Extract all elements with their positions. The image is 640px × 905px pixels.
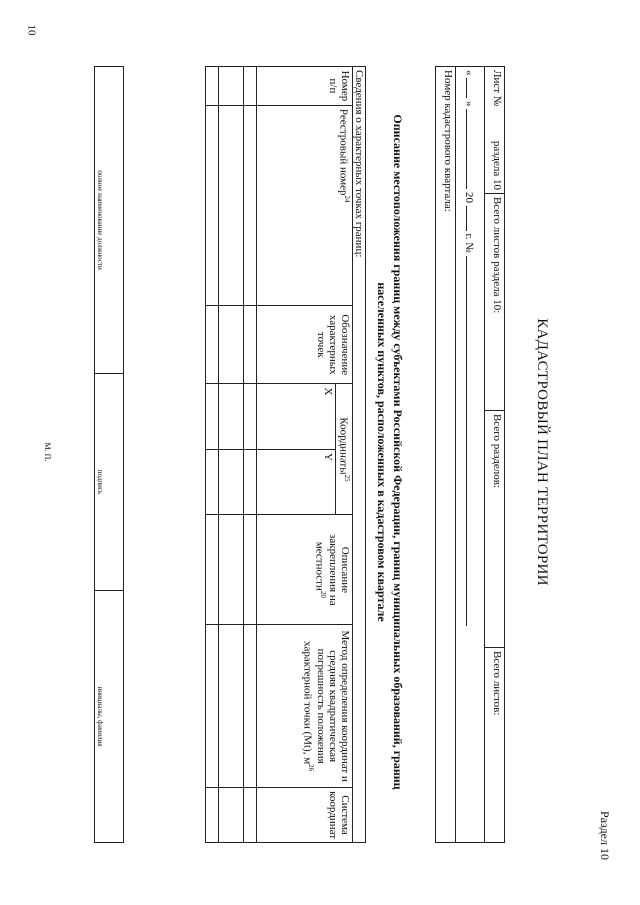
col-registry-footnote: 24 bbox=[343, 195, 351, 203]
col-fixing-label: Описание закрепления на местности bbox=[313, 534, 351, 606]
signature-name-cell bbox=[95, 591, 124, 843]
date-year: 20 bbox=[463, 192, 475, 203]
date-number-label: г. № bbox=[463, 233, 475, 253]
col-system-header: Система координат bbox=[257, 788, 353, 843]
col-registry-header bbox=[257, 105, 353, 305]
col-num-header: Номер п/п bbox=[257, 67, 353, 106]
points-table bbox=[205, 66, 366, 843]
col-x-header: X bbox=[257, 384, 336, 450]
col-coords-footnote: 25 bbox=[343, 474, 351, 482]
section-label: Раздел 10 bbox=[598, 811, 612, 860]
col-coords-label: Координаты bbox=[337, 417, 350, 475]
col-fixing-header bbox=[257, 515, 353, 625]
total-sheets-section-cell: Всего листов раздела 10: bbox=[485, 194, 505, 411]
date-cell bbox=[456, 67, 485, 843]
page-number: 10 bbox=[25, 24, 38, 36]
col-method-label: Метод определения координат и средняя квадратическая погрешность положения характерной точки (Mt), м bbox=[301, 630, 351, 782]
section-sheet-label: раздела 10 bbox=[491, 140, 503, 190]
total-sheets-cell: Всего листов: bbox=[485, 648, 505, 843]
table-row bbox=[219, 67, 244, 843]
signature-sign-label: подпись bbox=[96, 469, 104, 495]
date-quote-open: « bbox=[463, 70, 475, 76]
date-quote-close: » bbox=[463, 101, 475, 107]
col-method-footnote: 26 bbox=[307, 764, 315, 772]
col-registry-label: Реестровый номер bbox=[337, 108, 350, 196]
quarter-number-cell: Номер кадастрового квартала: bbox=[436, 67, 456, 843]
section-subtitle: Описание местоположения границ между субъектами Российской Федерации, границ муниципальных образований, границ населенных пунктов, расположенных в кадастровом квартале bbox=[375, 114, 405, 790]
sheet-no-cell bbox=[485, 67, 505, 194]
rotated-form bbox=[30, 22, 620, 882]
signature-table bbox=[94, 66, 124, 843]
col-fixing-footnote: 20 bbox=[319, 590, 327, 598]
col-coords-header bbox=[336, 384, 353, 515]
stamp-place: М. П. bbox=[43, 442, 52, 462]
signature-position-label: полное наименование должности bbox=[96, 170, 104, 270]
signature-position-cell bbox=[95, 67, 124, 374]
col-method-header bbox=[257, 625, 353, 788]
sheet-no-label: Лист № bbox=[491, 70, 503, 107]
table-row bbox=[244, 67, 257, 843]
col-y-header: Y bbox=[257, 449, 336, 515]
signature-name-label: инициалы, фамилия bbox=[96, 686, 104, 747]
col-designation-header: Обозначение характерных точек bbox=[257, 306, 353, 384]
points-caption: Сведения о характерных точках границ: bbox=[353, 67, 366, 843]
table-row bbox=[206, 67, 219, 843]
signature-sign-cell bbox=[95, 374, 124, 591]
total-sections-cell: Всего разделов: bbox=[485, 411, 505, 648]
page-title: КАДАСТРОВЫЙ ПЛАН ТЕРРИТОРИИ bbox=[534, 318, 550, 586]
header-table bbox=[435, 66, 505, 843]
